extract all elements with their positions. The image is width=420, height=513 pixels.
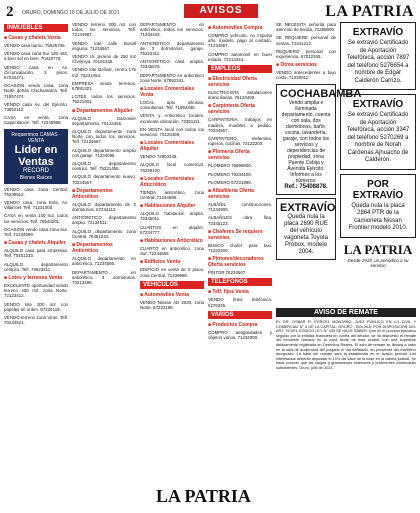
classified-ad: ALQUILO departamento zona Central. 76451234. [72,228,136,239]
category-title: ■ Casas y chalets Alquiler [4,240,68,246]
remate-text: EL DR. OSBAR R. PORCEL MONTAÑO, JUEZ PÚBLICO EN LO CIVIL Y COMERCIAL N° 6 DE LA CAPITAL, ORURO - BOLIVIA, POR DISPOSICIÓN DEL ART. 76 DEL CÓDIGO LEY N° 439 SE HACE SABER: Que en el proceso ejecutivo seguido por la entidad financiera en contra del deudor, se ha dispuesto el remate del inmueble ubicado en la zona Norte de esta ciudad, con una superficie debidamente registrada en Derechos Reales. El acto de remate se llevará a cabo en la sala de audiencias del juzgado el día señalado, en presencia del martillero designado. La base del remate será la establecida en el avalúo pericial. Los interesados deberán depositar el 10% del valor de la base en la cuenta judicial. Se hace conocer que las cargas y gravámenes anteriores y preferentes continuarán subsistentes. Oruro, julio de 2021. [276,320,416,370]
classified-ad: VENDO 72903345. [140,154,178,160]
extravio-box-title: EXTRAVÍO [352,27,404,38]
classified-ad: VENDO casa zona Sur 120 mt2, a bien sol en bien. 70428776. [4,51,68,62]
classified-ad: PLOMERO 67231999. [208,179,252,185]
classified-ad: ALQUILO departamento nuevo. 70234567. [72,174,136,185]
cochabamba-title: COCHABAMBA [280,87,362,100]
remate-block [276,305,416,371]
classified-ad: PINTOR 76234567. [208,270,247,276]
classified-ad: LOCAL apto oficinas, consultorios. Telf. 71892345. [140,100,204,111]
category-title: ■ Locales Comerciales Anticrético [140,176,204,188]
category-title: ■ Choferes Se requiere servicios [208,229,272,241]
extravio-title: EXTRAVÍO [280,201,336,214]
classified-ad: ALQUILO departamento zona Norte con todos los servicios. Telf. 72134567. [72,129,136,145]
classified-ad: ANTICRETICO casa amplia. 72345678. [140,59,204,70]
category-title: ■ Automóviles Venta [140,292,204,298]
lider-line3: Ventas [18,155,54,168]
classified-ad: CASA en venta 140 m2, todos los servicios. Telf. 76543201. [4,213,68,224]
extravio-box-1 [340,22,416,90]
classified-ad: CASA en venta, zona Capacitación. Telf. 72345988. [4,115,68,126]
classified-ad: BUSCO chofer para taxi. 71223300. [208,242,272,254]
classified-ad: SE REQUIERE personal de ventas. 72341212. [276,35,336,46]
classified-ad: VENDO lote 300 m2 con papeles en orden. 67234119. [4,301,68,312]
classified-ad: OCASION vendo casa zona Sur. Telf. 71234599. [4,226,68,238]
classified-ad: CUARTO en anticrético, zona Sur. 72234555. [140,246,204,257]
classified-ad: CARPINTERIA, trabajos en madera, muebles a pedido. 70234567. [208,117,272,133]
category-title: ■ Plomería Oferta servicios [208,149,272,161]
classified-ad: CARPINTERO, melamina, roperos, cocinas. 72122200. [208,136,272,147]
classified-ad: ANTICRETICO departamento de 3 dormitorios, garaje. 76223311. [140,40,204,57]
classified-ad: ALBAÑILES obra fina. 72345123. [208,215,272,226]
column-1 [4,22,68,329]
section-header-vehiculos: VEHÍCULOS [140,281,204,289]
category-title: ■ Departamentos Anticrético [72,242,136,254]
classified-ad: VENDO Nissan AD 2020, zona Norte. 67222198. [140,299,204,311]
patria-logo-small: LA PATRIA [343,241,413,257]
column-2 [72,22,136,288]
classified-ad: VENDO lote calle Bosoll esquina. 71234567. [72,40,136,51]
category-title: ■ Lotes y terrenos Venta [4,275,68,281]
classified-ad: COMPRO automóvil en buen estado. 72213344. [208,51,272,62]
classified-ad: ALQUILO local comercial. 76229100. [140,162,204,173]
classified-ad: VENDO casa Av. del Ejército. 73852112. [4,101,68,113]
classified-ad: VENDO Ur. terreno de 250 m2 Chiriyoya. 70192345. [72,54,136,65]
classified-ad: VENDO casa en Av. Circunvalación, 3 pisos. 67234471. [4,64,68,81]
cochabamba-ref: Ref.: 75408878. [284,183,328,190]
category-title: ■ Habitaciones Alquiler [140,203,204,209]
category-title: ■ Electricidad Oferta servicios [208,76,272,88]
classified-ad: SE NECESITA señorita para atención de tienda. 71298000. [276,22,336,33]
column-5 [276,22,362,263]
category-title: ■ Habitaciones Anticrético [140,238,204,244]
classified-ad: ALQUILO casa para empresas. Telf. 70451233. [4,248,68,259]
classified-ad: REQUIERO personal con experiencia. 67012345. [276,48,336,60]
section-header: INMUEBLES [4,24,68,32]
category-title: ■ Departamentos Anticrético [72,188,136,200]
extravio-placa-ad [276,198,336,260]
classified-ad: TIENDA anticrético, zona Central. 71234589. [140,189,204,201]
classified-ad: VENDO casa zona Central. 75239912. [4,186,68,197]
classified-ad: DEPARTAMENTO en anticrético, todos los servicios. 71234433. [140,22,204,38]
category-title: ■ Pintores/decoradores Oferta servicios [208,256,272,268]
extravio-box-title: EXTRAVÍO [352,99,404,110]
lider-line5: Bienes Raíces [19,174,53,181]
dateline: ORURO, DOMINGO 18 DE JULIO DE 2021 [22,10,120,16]
cochabamba-ad [276,84,362,195]
extravio-box-body: Se extravió Certificado de Aportación Telefónica, acción 7897 del teléfono 5276654 a nombre de Edgar Calderón Carrizo. [346,40,410,84]
column-4 [208,22,272,343]
category-title: ■ Automóviles Compra [208,25,272,31]
category-title: ■ Casas y chalets Venta [4,35,68,41]
lider-line4: RECORD [22,167,49,174]
classified-ad: VENDO terreno 300 m2 con todos los servicios. Telf. 72134987. [72,22,136,38]
category-title: ■ Edificios Venta [140,259,204,265]
cochabamba-body: Vendo amplia e iluminada departamento, cuenta con sala, dos dormitorios, baño, cocina, lavandería, garaje, con todos los servicios y dependencias de propiedad, zona Puente Cobija y Avenida Ejército. Informes a los números: [281,99,331,184]
section-header-varios: VARIOS [208,311,272,319]
section-header-empleos: EMPLEOS [208,65,272,73]
classified-ad: ALQUILO departamento de 2 dormitorios. 67234112. [72,201,136,213]
category-title: ■ Otros servicios [276,62,336,68]
classified-ad: OCASION vendo casa, zona Norte detrás Chichamarca. Telf. 71857474. [4,83,68,99]
category-title: ■ Productos Compra [208,322,272,328]
category-title: ■ Departamentos Alquiler [72,108,136,114]
classified-ad: VENDO antecedentes a bajo costo. 71230011. [276,70,336,81]
category-title: ■ Locales Comerciales Venta [140,86,204,98]
category-title: ■ Albañilería Oferta servicios [208,188,272,200]
classified-ad: EXCELENTE oportunidad vendo terreno 400 m2, zona Norte. 72123412. [4,283,68,299]
lider-line1: Requerimos CAMAS · VENTA [11,131,61,144]
category-title: ■ Locales Comerciales Alquiler [140,140,204,152]
section-header-telefonos: TELÉFONOS [208,278,272,286]
newspaper-logo: LA PATRIA [325,3,414,20]
classified-ad: ALQUILO departamento céntrico. Telf. 76923411. [4,261,68,272]
classified-ad: VENDO línea telefónica. 5276345. [208,297,272,308]
remate-title: AVISO DE REMATE [276,308,416,317]
classified-ad: PLOMERO 76998800. [208,163,252,169]
column-3 [140,22,204,313]
classified-ad: EMPRESA vende terrenos. 67891321. [72,80,136,92]
footer-logo: LA PATRIA [156,486,251,506]
classified-ad: VENDO casa barrio. 75625736. [4,43,66,48]
extravio-box-body: Queda nula la placa 2864 PTR de la camioneta Nissan Frontier modelo 2010. [348,202,408,231]
classified-ad: VENDO casa, zona Este, Av. Villarroel. Telf. 71231000. [4,200,68,211]
category-title: ■ Telf. fijos Venta [208,289,272,295]
classified-ad: PLOMERO 70234100. [208,171,252,177]
classified-ad: DEPARTAMENTO en anticrético zona Norte. 67892341. [140,72,204,83]
classified-ad: ELECTRICISTA instalaciones domiciliarias. 76123400. [208,90,272,101]
extravio-box-title: POR EXTRAVÍO [352,178,404,201]
classified-ad: ALQUILO habitación amplia. 72345011. [140,211,204,222]
section-tag: AVISOS [184,4,258,18]
classified-ad: EDIFICIO en venta de 5 pisos, zona Central. 71239988. [140,267,204,278]
classified-ad: ALQUILO departamento amplio con garaje. 71234098. [72,147,136,158]
patria-slogan: Desde 1919, un periódico a su servicio [347,257,409,268]
extravio-box-3 [340,174,416,238]
column-6 [340,22,416,271]
page-number: 2 [6,4,14,20]
classified-ad: COMPRO antigüedades y objetos varios. 71234000. [208,329,272,341]
extravio-box-2 [340,94,416,170]
classified-ad: EN VENTA local con todos los servicios. 70123498. [140,126,204,138]
classified-ad: DEPARTAMENTO en anticrético, 3 dormitorios. 70213498. [72,269,136,285]
classified-ad: CUARTOS en alquiler. 67234777. [140,224,204,235]
lider-ventas-ad [4,129,68,184]
classified-ad: ALBAÑIL construcciones. 71234900. [208,202,272,213]
classified-ad: COMPRO vehículo, no importa año, modelo, pago al contado. 71234567. [208,33,272,49]
lider-line2: Líder en [14,143,58,156]
category-title: ■ Carpintería Oferta servicios [208,103,272,115]
classified-ad: LOTES todos los servicios. 75221001. [72,94,136,105]
classified-ad: VENTA y Anticrético locales, excelente ubicación. 72351111. [140,113,204,124]
extravio-box-body: Se extravió Certificado de Aportación Telefónica, acción 3347 del teléfono 5270269 a nombre de Norah Cárdenas Ajhuacho de Calderón. [346,112,410,163]
extravio-body: Queda nula la placa 2690 RUE del vehículo vagoneta Toyota Probox, modelo 2004. [284,213,328,255]
classified-ad: ALQUILO departamento céntrico. Telf. 75321456. [72,161,136,172]
page-header [6,4,414,20]
classified-ad: ALQUILO Garzonier departamento, 76123455. [72,115,136,126]
classified-ad: ANTICRETICO departamento amplio. 72134511. [72,215,136,226]
classified-ad: VENDO lote Bolívar, centro 175 m2. 76231454. [72,67,136,78]
classified-ad: VENDO terreno zona Vinto. Telf. 70234521. [4,315,68,326]
classified-ad: ALQUILO departamento en anticrético. 71234566. [72,256,136,267]
